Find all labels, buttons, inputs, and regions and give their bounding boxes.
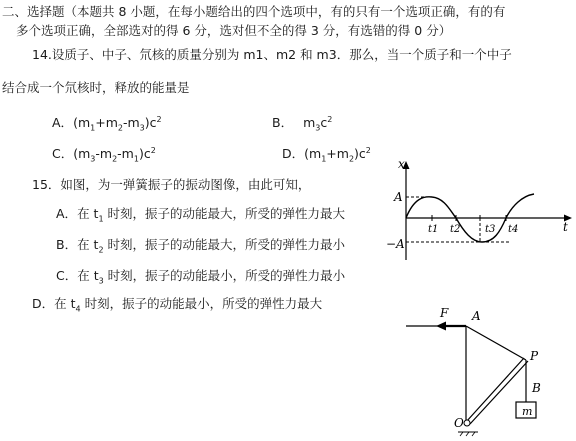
t3-label: t3 xyxy=(485,224,496,235)
t1-label: t1 xyxy=(428,224,439,235)
q15-option-a xyxy=(56,206,345,228)
q14-option-c xyxy=(52,143,156,168)
q14-option-d-text: $(m_1+m_2)c^2$ xyxy=(304,146,371,164)
t4-label: t4 xyxy=(508,224,519,235)
q14-option-b-text: $m_3c^2$ xyxy=(303,115,333,133)
q15-option-b-text: 在 $t_2$ 时刻，振子的动能最大，所受的弹性力最小 xyxy=(77,237,346,255)
q15-option-c-label: C． xyxy=(56,268,78,283)
q15-option-a-text: 在 $t_1$ 时刻，振子的动能最大，所受的弹性力最大 xyxy=(77,206,346,224)
label-m: m xyxy=(522,405,533,418)
neg-amplitude-label: −A xyxy=(386,237,405,251)
q14-option-c-text: $(m_3-m_2-m_1)c^2$ xyxy=(73,146,156,164)
q14-option-a xyxy=(52,112,162,137)
pos-amplitude-label: A xyxy=(394,190,403,204)
q14-option-b xyxy=(272,112,332,137)
t2-label: t2 xyxy=(450,224,461,235)
q15-option-c-text: 在 $t_3$ 时刻，振子的动能最小，所受的弹性力最小 xyxy=(77,268,346,286)
q14-option-b-label: B． xyxy=(272,115,294,131)
x-axis-label: x xyxy=(398,157,405,171)
section-heading-line2: 多个选项正确，全部选对的得 6 分，选对但不全的得 3 分，有选错的得 0 分） xyxy=(16,23,452,38)
oscillation-graph xyxy=(384,156,574,276)
q15-option-b xyxy=(56,237,345,259)
q15-option-c xyxy=(56,268,345,290)
q15-option-d-text: 在 $t_4$ 时刻，振子的动能最小，所受的弹性力最大 xyxy=(54,296,323,314)
mechanics-diagram xyxy=(400,300,570,438)
q14-stem-line2: 结合成一个氘核时，释放的能量是 xyxy=(2,80,190,95)
ground-hatch xyxy=(472,432,475,436)
q14-stem-line1: 14.设质子、中子、氘核的质量分别为 m1、m2 和 m3．那么，当一个质子和一个中子 xyxy=(32,47,512,62)
q15-option-b-label: B． xyxy=(56,237,78,252)
pivot-o xyxy=(464,420,470,426)
q15-option-d-label: D． xyxy=(32,296,55,311)
q14-option-d-label: D． xyxy=(282,146,305,162)
q14-option-a-label: A． xyxy=(52,115,74,131)
label-p: P xyxy=(530,349,539,363)
t-axis-label: t xyxy=(563,220,568,234)
force-arrow-head xyxy=(436,322,446,331)
q14-option-a-text: $(m_1+m_2-m_3)c^2$ xyxy=(73,115,162,133)
label-a: A xyxy=(472,309,481,323)
string-ap xyxy=(466,326,526,360)
label-b: B xyxy=(532,381,541,395)
label-f: F xyxy=(440,306,449,320)
q15-option-d xyxy=(32,296,322,318)
ground-hatch xyxy=(466,432,469,436)
q15-stem: 15．如图，为一弹簧振子的振动图像，由此可知， xyxy=(32,177,311,192)
rod-op-line1 xyxy=(466,358,524,422)
label-o: O xyxy=(454,416,464,430)
q14-option-c-label: C． xyxy=(52,146,74,162)
q15-option-a-label: A． xyxy=(56,206,78,221)
section-heading-line1: 二、选择题（本题共 8 小题，在每小题给出的四个选项中，有的只有一个选项正确，有的有 xyxy=(2,4,506,19)
ground-hatch xyxy=(460,432,463,436)
q14-option-d xyxy=(282,143,371,168)
